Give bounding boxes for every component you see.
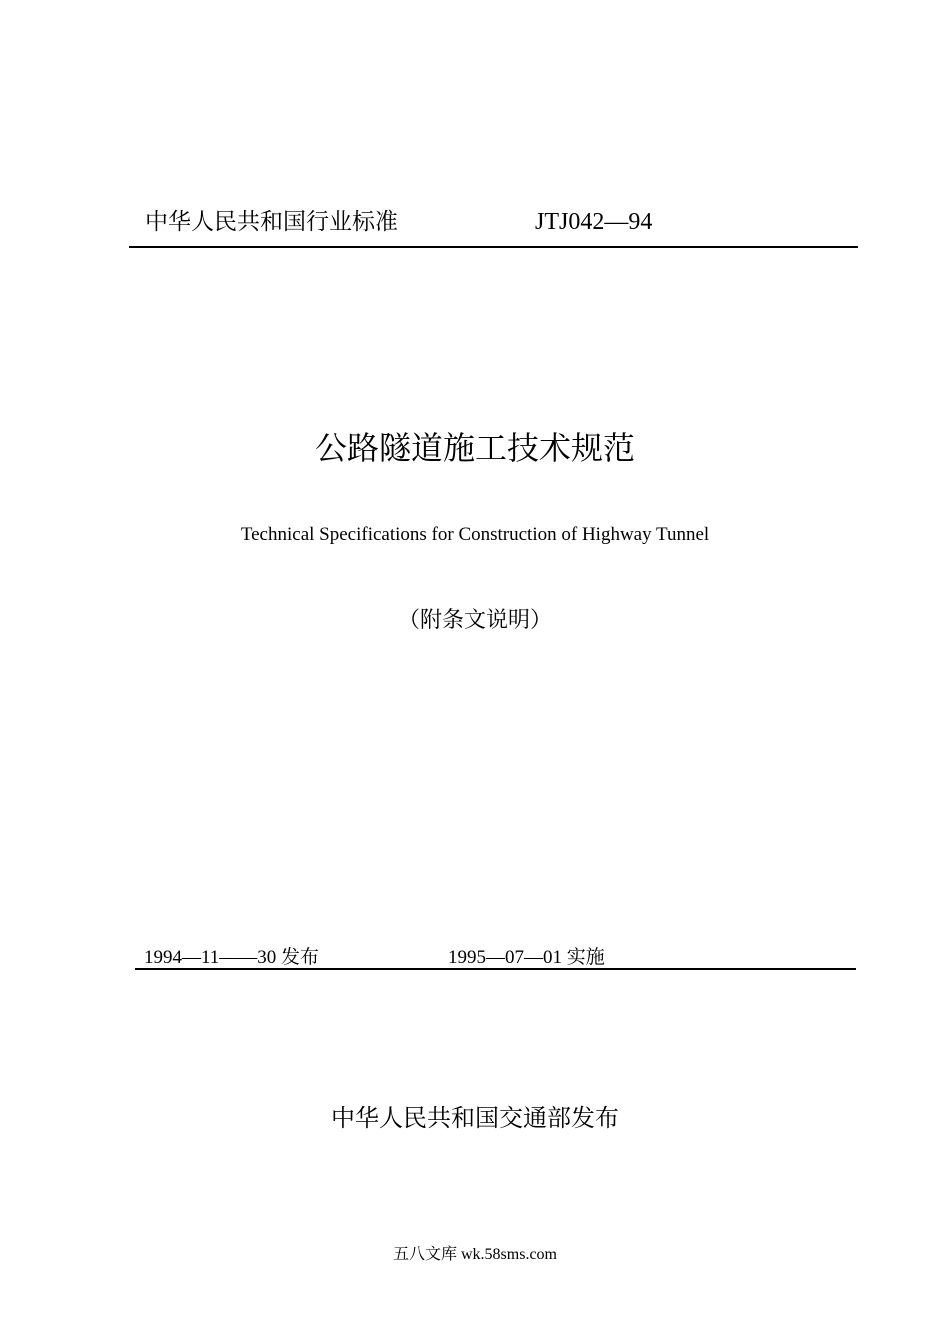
header-organization: 中华人民共和国行业标准 bbox=[145, 209, 398, 235]
issue-date: 1994—11——30 发布 bbox=[144, 947, 320, 968]
standard-code: JTJ042—94 bbox=[535, 209, 653, 235]
document-title-english: Technical Specifications for Construction of Highway Tunnel bbox=[240, 524, 710, 545]
header-divider bbox=[129, 246, 858, 248]
document-title: 公路隧道施工技术规范 bbox=[314, 429, 635, 467]
footer-watermark: 五八文库 wk.58sms.com bbox=[392, 1246, 557, 1263]
publisher: 中华人民共和国交通部发布 bbox=[331, 1104, 619, 1132]
document-subtitle: （附条文说明） bbox=[397, 608, 552, 633]
implementation-date: 1995—07—01 实施 bbox=[448, 947, 605, 968]
dates-divider bbox=[135, 968, 856, 970]
